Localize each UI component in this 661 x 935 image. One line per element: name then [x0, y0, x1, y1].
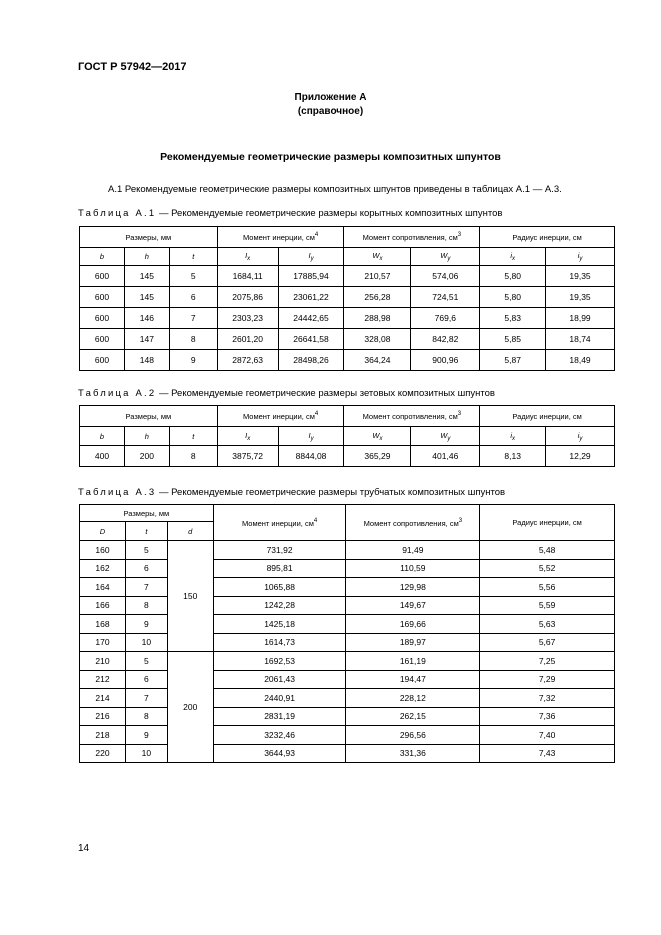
table-cell: 7,29: [480, 670, 615, 689]
table-cell: 8: [169, 446, 217, 467]
table-row: [80, 615, 615, 634]
table-cell: 146: [124, 308, 169, 329]
table1-label: Таблица А.1: [78, 208, 157, 219]
table-cell: 210: [80, 652, 126, 671]
table-cell: 5: [125, 652, 167, 671]
table-row: [80, 266, 615, 287]
table-cell: 6: [169, 287, 217, 308]
table-cell: 1065,88: [213, 578, 346, 597]
col-b: b: [80, 248, 125, 266]
radius-header: Радиус инерции, см: [480, 227, 615, 248]
table-cell: 19,35: [546, 287, 615, 308]
table-row: [80, 578, 615, 597]
sizes-header: Размеры, мм: [80, 406, 218, 427]
col-Iy: $I_y$: [278, 427, 344, 446]
table-cell: 7,25: [480, 652, 615, 671]
table-cell: 5,48: [480, 541, 615, 560]
modulus-header: Момент сопротивления, $см^3$: [344, 406, 480, 427]
col-Wy: $W_y$: [411, 427, 480, 446]
col-d: d: [167, 522, 213, 541]
table-cell: 2872,63: [217, 350, 278, 371]
table-cell: 3875,72: [217, 446, 278, 467]
table-row: [80, 308, 615, 329]
table-cell: 1692,53: [213, 652, 346, 671]
table-cell: 600: [80, 266, 125, 287]
table-cell: 7: [125, 689, 167, 708]
table-row: [80, 350, 615, 371]
table-cell: 7: [169, 308, 217, 329]
table-cell: 600: [80, 329, 125, 350]
table-cell: 8: [125, 707, 167, 726]
col-Ix: $I_x$: [217, 427, 278, 446]
table-cell: 1684,11: [217, 266, 278, 287]
table-cell: 145: [124, 266, 169, 287]
table-cell: 189,97: [346, 633, 480, 652]
table-cell: 328,08: [344, 329, 411, 350]
table-cell: 8: [169, 329, 217, 350]
table-cell: 161,19: [346, 652, 480, 671]
table-cell: 10: [125, 633, 167, 652]
table-row: [80, 670, 615, 689]
col-ix: $i_x$: [480, 248, 546, 266]
sizes-header: Размеры, мм: [80, 227, 218, 248]
table-cell: 895,81: [213, 559, 346, 578]
intro-paragraph: А.1 Рекомендуемые геометрические размеры композитных шпунтов приведены в таблицах А.1 — А.3.: [108, 184, 562, 195]
table-row: [80, 287, 615, 308]
table-cell: 194,47: [346, 670, 480, 689]
table-cell: 19,35: [546, 266, 615, 287]
table-cell: 9: [125, 726, 167, 745]
modulus-header: Момент сопротивления, $см^3$: [344, 227, 480, 248]
table-cell: 7,32: [480, 689, 615, 708]
table-cell: 331,36: [346, 744, 480, 763]
table-cell: 145: [124, 287, 169, 308]
col-t: t: [169, 248, 217, 266]
col-iy: $i_y$: [546, 248, 615, 266]
col-h: h: [124, 427, 169, 446]
table-cell: 5,83: [480, 308, 546, 329]
table2-caption: [78, 388, 495, 399]
table-cell: 600: [80, 308, 125, 329]
table-cell: 5: [169, 266, 217, 287]
inertia-header: Момент инерции, $см^4$: [217, 227, 344, 248]
table-cell: 149,67: [346, 596, 480, 615]
table-cell: 5,52: [480, 559, 615, 578]
table-cell: 2440,91: [213, 689, 346, 708]
table-cell: 214: [80, 689, 126, 708]
col-Wx: $W_x$: [344, 427, 411, 446]
table-cell: 1425,18: [213, 615, 346, 634]
table-cell: 364,24: [344, 350, 411, 371]
table-cell: 5,59: [480, 596, 615, 615]
table2-label: Таблица А.2: [78, 388, 157, 399]
table-cell: 5: [125, 541, 167, 560]
table-cell: 600: [80, 287, 125, 308]
table-cell: 2303,23: [217, 308, 278, 329]
section-heading: Рекомендуемые геометрические размеры композитных шпунтов: [160, 151, 501, 163]
table-cell: 731,92: [213, 541, 346, 560]
table-row: [80, 707, 615, 726]
col-h: h: [124, 248, 169, 266]
table1-caption-text: — Рекомендуемые геометрические размеры корытных композитных шпунтов: [156, 208, 503, 219]
table-row: [80, 541, 615, 560]
table-cell: 10: [125, 744, 167, 763]
table-row: [80, 559, 615, 578]
table-cell: 7,40: [480, 726, 615, 745]
col-Iy: $I_y$: [278, 248, 344, 266]
table-cell: 18,49: [546, 350, 615, 371]
table3-caption: [78, 487, 505, 498]
table-cell: 2831,19: [213, 707, 346, 726]
table-cell: 724,51: [411, 287, 480, 308]
col-D: D: [80, 522, 126, 541]
table-cell: 842,82: [411, 329, 480, 350]
table-cell: 169,66: [346, 615, 480, 634]
table-cell: 296,56: [346, 726, 480, 745]
table-cell: 212: [80, 670, 126, 689]
table-cell: 147: [124, 329, 169, 350]
table-cell: 18,74: [546, 329, 615, 350]
table-cell: 400: [80, 446, 125, 467]
table-cell: 574,06: [411, 266, 480, 287]
col-t: t: [169, 427, 217, 446]
table-cell: 164: [80, 578, 126, 597]
table-cell: 288,98: [344, 308, 411, 329]
appendix-title: Приложение А: [294, 92, 367, 103]
table-row: [80, 652, 615, 671]
table3-label: Таблица А.3: [78, 487, 157, 498]
table-cell: 168: [80, 615, 126, 634]
table-cell: 5,56: [480, 578, 615, 597]
table1-caption: [78, 208, 502, 219]
d-value-cell: 200: [167, 652, 213, 763]
table-a3: [79, 504, 615, 763]
table-cell: 5,85: [480, 329, 546, 350]
table-cell: 162: [80, 559, 126, 578]
appendix-subtitle: (справочное): [297, 106, 364, 117]
table-cell: 5,87: [480, 350, 546, 371]
table-cell: 210,57: [344, 266, 411, 287]
col-Wx: $W_x$: [344, 248, 411, 266]
table-cell: 200: [124, 446, 169, 467]
table-cell: 8844,08: [278, 446, 344, 467]
table-cell: 1242,28: [213, 596, 346, 615]
table-cell: 1614,73: [213, 633, 346, 652]
table-cell: 900,96: [411, 350, 480, 371]
table-cell: 2061,43: [213, 670, 346, 689]
table-cell: 91,49: [346, 541, 480, 560]
table-cell: 216: [80, 707, 126, 726]
table-cell: 160: [80, 541, 126, 560]
table-cell: 228,12: [346, 689, 480, 708]
document-standard-code: ГОСТ Р 57942—2017: [78, 61, 187, 73]
col-Wy: $W_y$: [411, 248, 480, 266]
table-row: [80, 596, 615, 615]
table-cell: 5,80: [480, 287, 546, 308]
table-row: [80, 446, 615, 467]
table-row: [80, 689, 615, 708]
table-cell: 26641,58: [278, 329, 344, 350]
table-row: [80, 726, 615, 745]
inertia-header: Момент инерции, $см^4$: [217, 406, 344, 427]
table-cell: 365,29: [344, 446, 411, 467]
col-ix: $i_x$: [480, 427, 546, 446]
inertia-header: Момент инерции, $см^4$: [213, 505, 346, 541]
table-cell: 3232,46: [213, 726, 346, 745]
table-a2: [79, 405, 615, 467]
table-cell: 2075,86: [217, 287, 278, 308]
modulus-header: Момент сопротивления, $см^3$: [346, 505, 480, 541]
table-cell: 769,6: [411, 308, 480, 329]
table-cell: 7,36: [480, 707, 615, 726]
table-cell: 401,46: [411, 446, 480, 467]
table-a1: [79, 226, 615, 371]
table-cell: 8: [125, 596, 167, 615]
page-number: 14: [78, 843, 90, 854]
radius-header: Радиус инерции, см: [480, 406, 615, 427]
col-Ix: $I_x$: [217, 248, 278, 266]
table-cell: 8,13: [480, 446, 546, 467]
table-cell: 2601,20: [217, 329, 278, 350]
table-cell: 17885,94: [278, 266, 344, 287]
table-cell: 5,67: [480, 633, 615, 652]
table-cell: 256,28: [344, 287, 411, 308]
table-cell: 23061,22: [278, 287, 344, 308]
table-cell: 7: [125, 578, 167, 597]
col-iy: $i_y$: [546, 427, 615, 446]
table-cell: 5,63: [480, 615, 615, 634]
table-cell: 148: [124, 350, 169, 371]
table3-caption-text: — Рекомендуемые геометрические размеры трубчатых композитных шпунтов: [156, 487, 506, 498]
col-b: b: [80, 427, 125, 446]
table-row: [80, 329, 615, 350]
table-cell: 6: [125, 670, 167, 689]
table-cell: 110,59: [346, 559, 480, 578]
appendix-header: [0, 91, 661, 119]
table-cell: 3644,93: [213, 744, 346, 763]
table-cell: 12,29: [546, 446, 615, 467]
sizes-header: Размеры, мм: [80, 505, 214, 522]
table-cell: 218: [80, 726, 126, 745]
table-cell: 5,80: [480, 266, 546, 287]
table-cell: 28498,26: [278, 350, 344, 371]
table-cell: 6: [125, 559, 167, 578]
table-cell: 166: [80, 596, 126, 615]
table-cell: 170: [80, 633, 126, 652]
table-cell: 262,15: [346, 707, 480, 726]
table-cell: 220: [80, 744, 126, 763]
table-row: [80, 633, 615, 652]
table-cell: 600: [80, 350, 125, 371]
table-cell: 129,98: [346, 578, 480, 597]
table-cell: 7,43: [480, 744, 615, 763]
table2-caption-text: — Рекомендуемые геометрические размеры зетовых композитных шпунтов: [156, 388, 495, 399]
table-cell: 18,99: [546, 308, 615, 329]
radius-header: Радиус инерции, см: [480, 505, 615, 541]
col-t: t: [125, 522, 167, 541]
d-value-cell: 150: [167, 541, 213, 652]
table-cell: 9: [169, 350, 217, 371]
table-cell: 24442,65: [278, 308, 344, 329]
table-row: [80, 744, 615, 763]
table-cell: 9: [125, 615, 167, 634]
